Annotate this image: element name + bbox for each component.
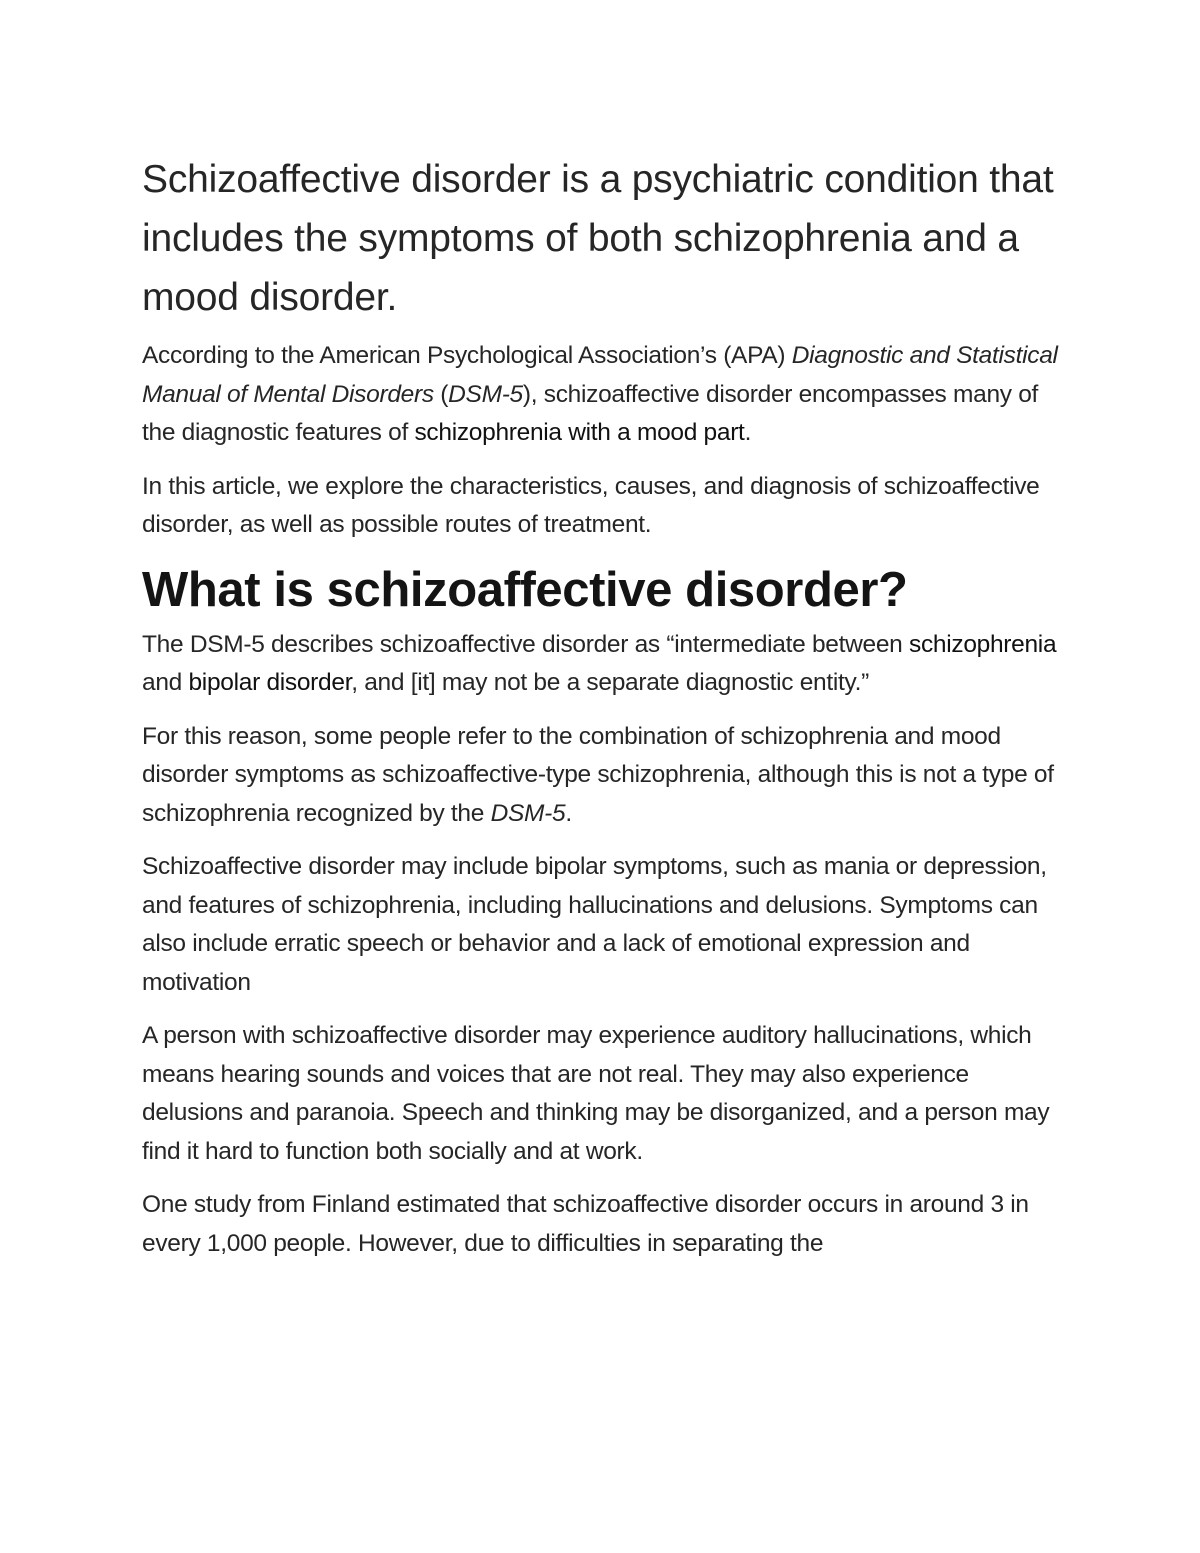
- document-page: [142, 150, 1072, 1278]
- dsm-desc-text-3: , and [it] may not be a separate diagnostic entity.”: [351, 669, 870, 696]
- schizophrenia-mood-link[interactable]: schizophrenia with a mood part: [414, 419, 745, 446]
- reason-text-2: .: [565, 799, 572, 827]
- reason-paragraph: [142, 718, 1072, 834]
- symptoms-paragraph: Schizoaffective disorder may include bipolar symptoms, such as mania or depression, and features of schizophrenia, including hallucinations and delusions. Symptoms can also include erratic speech or behavior and a lack of emotional expression and motivation: [142, 853, 1047, 996]
- dsm-desc-text-2: and: [142, 669, 189, 696]
- apa-text-4: .: [744, 419, 752, 446]
- apa-text-3: ), schizoaffective disorder encompasses many of the diagnostic features of: [142, 380, 1039, 446]
- dsm5-italic-2: DSM-5: [490, 799, 566, 827]
- apa-paragraph: [142, 337, 1072, 453]
- dsm5-italic: DSM-5: [448, 380, 523, 408]
- experience-paragraph: A person with schizoaffective disorder may experience auditory hallucinations, which means hearing sounds and voices that are not real. They may also experience delusions and paranoia. Speech and thinking may be disorganized, and a person may find it hard to function both socially and at work.: [142, 1022, 1050, 1165]
- apa-text-2: (: [433, 380, 449, 408]
- reason-text-1: For this reason, some people refer to the combination of schizophrenia and mood disorder symptoms as schizoaffective-type schizophrenia, although this is not a type of schizophrenia recognized by the: [142, 722, 1054, 827]
- apa-text-1: According to the American Psychological Association’s (APA): [142, 342, 792, 369]
- schizophrenia-link[interactable]: schizophrenia: [909, 630, 1057, 658]
- intro-paragraph: In this article, we explore the characteristics, causes, and diagnosis of schizoaffective disorder, as well as possible routes of treatment.: [142, 472, 1040, 538]
- dsm-description-paragraph: [142, 626, 1072, 703]
- finland-study-paragraph: One study from Finland estimated that schizoaffective disorder occurs in around 3 in every 1,000 people. However, due to difficulties in separating the: [142, 1191, 1029, 1257]
- dsm-desc-text-1: The DSM-5 describes schizoaffective disorder as “intermediate between: [142, 630, 909, 658]
- lead-paragraph: Schizoaffective disorder is a psychiatric condition that includes the symptoms of both schizophrenia and a mood disorder.: [142, 158, 1054, 319]
- bipolar-disorder-link[interactable]: bipolar disorder: [188, 669, 352, 696]
- section-heading: What is schizoaffective disorder?: [142, 562, 908, 617]
- dsm-title-italic: Diagnostic and Statistical Manual of Mental Disorders: [142, 342, 1058, 408]
